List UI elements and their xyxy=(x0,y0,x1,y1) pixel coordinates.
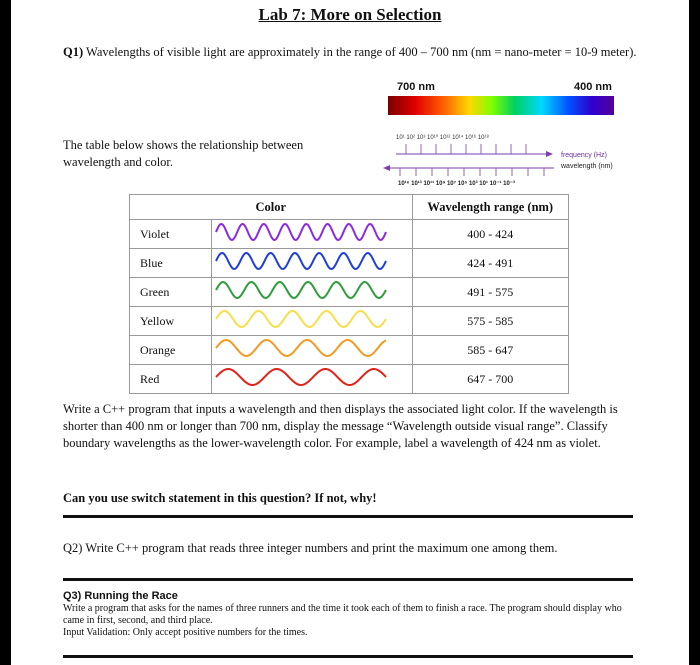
range-cell: 647 - 700 xyxy=(412,365,569,394)
q1-intro-text: Wavelengths of visible light are approximately in the range of 400 – 700 nm (nm = nano-meter = 10-9 meter). xyxy=(86,45,637,59)
orange-wave-icon xyxy=(212,336,392,360)
q3-title: Q3) Running the Race xyxy=(63,590,178,602)
blue-wave-icon xyxy=(212,249,392,273)
divider xyxy=(63,515,633,518)
table-row xyxy=(130,307,569,336)
q1-instructions: Write a C++ program that inputs a wavelength and then displays the associated light color. If the wavelength is shorter than 400 nm or longer than 700 nm, display the message “Wavelength outside visual range”. Classify boundary wavelengths as the lower-wavelength color. For example, label a wavelength of 424 nm as violet. xyxy=(63,402,618,450)
wave-cell xyxy=(212,336,412,365)
table-header-row xyxy=(130,195,569,220)
q3-line2: Input Validation: Only accept positive numbers for the times. xyxy=(63,627,308,638)
yellow-wave-icon xyxy=(212,307,392,331)
q1-label: Q1) xyxy=(63,45,84,59)
table-intro: The table below shows the relationship between wavelength and color. xyxy=(63,138,304,169)
range-cell: 424 - 491 xyxy=(412,249,569,278)
color-name: Blue xyxy=(130,249,212,278)
header-color: Color xyxy=(130,195,413,220)
green-wave-icon xyxy=(212,278,392,302)
header-range: Wavelength range (nm) xyxy=(412,195,569,220)
color-name: Red xyxy=(130,365,212,394)
frequency-label: frequency (Hz) xyxy=(561,152,607,159)
color-name: Violet xyxy=(130,220,212,249)
visible-spectrum-bar xyxy=(388,96,614,115)
table-row xyxy=(130,278,569,307)
red-wave-icon xyxy=(212,365,392,389)
wave-ticks: 10¹⁶ 10¹³ 10¹¹ 10⁹ 10⁷ 10⁵ 10³ 10¹ 10⁻¹ 10⁻³ xyxy=(398,181,515,187)
wave-tick-marks xyxy=(400,168,544,176)
divider xyxy=(63,578,633,581)
table-row xyxy=(130,220,569,249)
document-page xyxy=(11,0,689,665)
wavelength-label: wavelength (nm) xyxy=(561,163,613,170)
page-title: Lab 7: More on Selection xyxy=(258,5,442,24)
q3-block xyxy=(63,590,633,639)
range-cell: 400 - 424 xyxy=(412,220,569,249)
range-cell: 585 - 647 xyxy=(412,336,569,365)
divider xyxy=(63,655,633,658)
q1-intro xyxy=(63,45,643,59)
color-table xyxy=(129,194,569,394)
table-row xyxy=(130,365,569,394)
wave-cell xyxy=(212,307,412,336)
wave-arrow-icon xyxy=(383,165,390,171)
em-scale-diagram xyxy=(376,130,636,190)
color-name: Yellow xyxy=(130,307,212,336)
freq-ticks: 10¹ 10² 10³ 10¹⁰ 10¹² 10¹⁴ 10¹⁶ 10¹⁸ xyxy=(396,135,490,141)
q2-text: Q2) Write C++ program that reads three integer numbers and print the maximum one among them. xyxy=(63,541,558,555)
freq-tick-marks xyxy=(406,144,526,154)
range-cell: 491 - 575 xyxy=(412,278,569,307)
wave-cell xyxy=(212,220,412,249)
table-row xyxy=(130,249,569,278)
wave-cell xyxy=(212,365,412,394)
q1-question: Can you use switch statement in this question? If not, why! xyxy=(63,491,377,505)
wave-cell xyxy=(212,278,412,307)
violet-wave-icon xyxy=(212,220,392,244)
q3-line1: Write a program that asks for the names of three runners and the time it took each of them to finish a race. The program should display who came in first, second, and third place. xyxy=(63,603,622,626)
color-name: Green xyxy=(130,278,212,307)
freq-arrow-icon xyxy=(546,151,553,157)
range-cell: 575 - 585 xyxy=(412,307,569,336)
table-row xyxy=(130,336,569,365)
color-name: Orange xyxy=(130,336,212,365)
spectrum-right-label: 400 nm xyxy=(574,81,612,93)
wave-cell xyxy=(212,249,412,278)
spectrum-left-label: 700 nm xyxy=(397,81,435,93)
